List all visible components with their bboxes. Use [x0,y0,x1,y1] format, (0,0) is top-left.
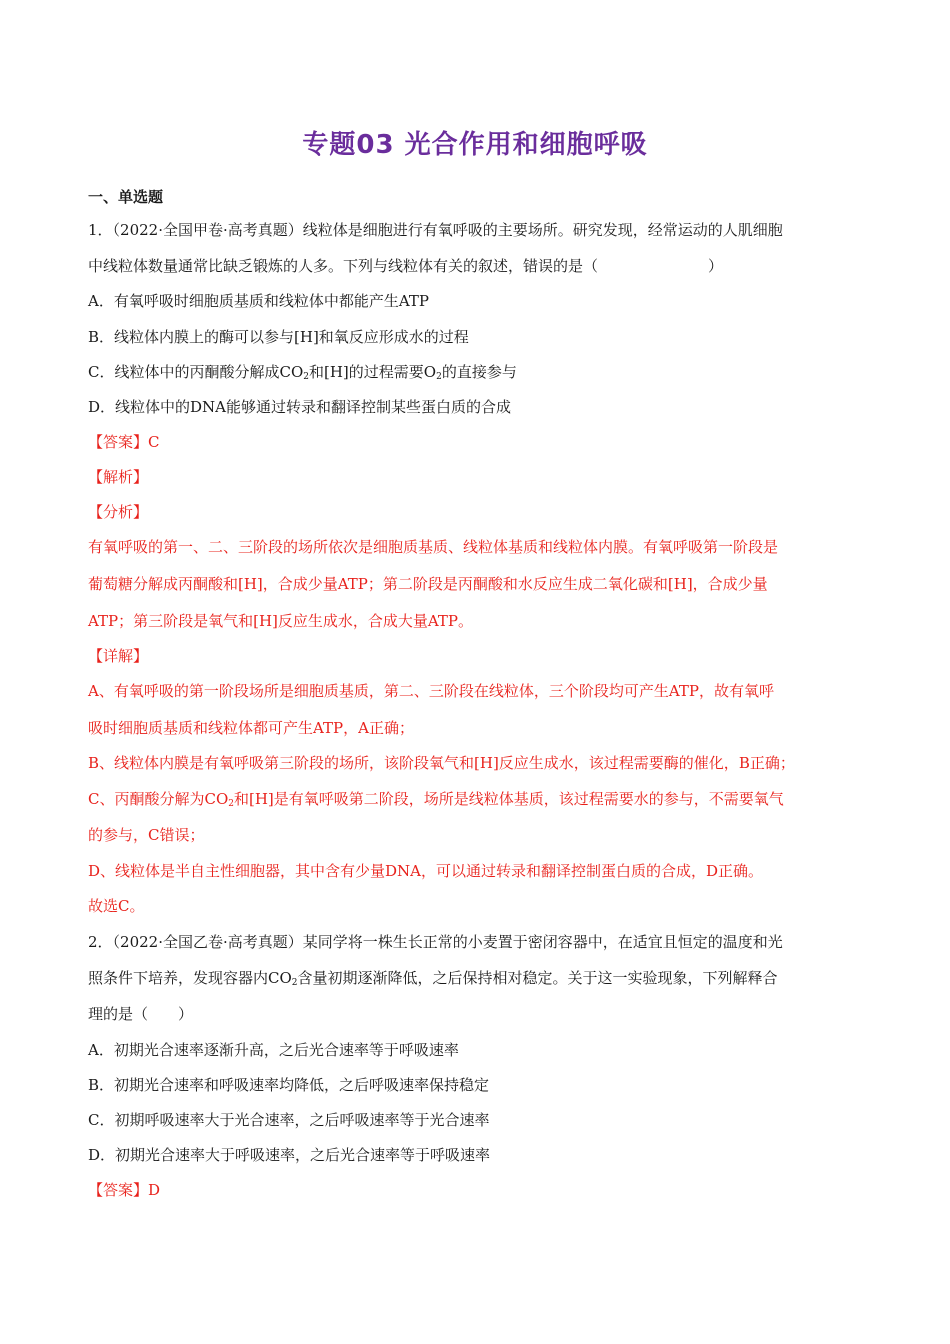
q1-fenxi-line3: ATP；第三阶段是氧气和[H]反应生成水，合成大量ATP。 [88,612,474,630]
q1-stem-line1: 1．（2022·全国甲卷·高考真题）线粒体是细胞进行有氧呼吸的主要场所。研究发现，经常运动的人肌细胞 [88,221,783,239]
q2-answer: 【答案】D [88,1181,161,1199]
q1-stem-line2: 中线粒体数量通常比缺乏锻炼的人多。下列与线粒体有关的叙述，错误的是（ ） [88,257,724,275]
q1-detail-d: D、线粒体是半自主性细胞器，其中含有少量DNA，可以通过转录和翻译控制蛋白质的合成，D正确。 [88,862,764,880]
q1-option-d: D．线粒体中的DNA能够通过转录和翻译控制某些蛋白质的合成 [88,398,512,416]
q2-option-a: A．初期光合速率逐渐升高，之后光合速率等于呼吸速率 [88,1041,459,1059]
q1-detail-label: 【详解】 [88,647,149,665]
q2-option-b: B．初期光合速率和呼吸速率均降低，之后呼吸速率保持稳定 [88,1076,490,1094]
q1-fenxi-label: 【分析】 [88,503,149,521]
q1-answer: 【答案】C [88,433,160,451]
q1-analysis-label: 【解析】 [88,468,149,486]
section-heading: 一、单选题 [88,188,164,206]
q2-stem-line3: 理的是（ ） [88,1005,194,1023]
q1-detail-a-line1: A、有氧呼吸的第一阶段场所是细胞质基质，第二、三阶段在线粒体，三个阶段均可产生ATP，故有氧呼 [88,682,774,700]
q1-option-a: A．有氧呼吸时细胞质基质和线粒体中都能产生ATP [88,292,429,310]
q2-stem-line2: 照条件下培养，发现容器内$CO_2$含量初期逐渐降低，之后保持相对稳定。关于这一实验现象，下列解释合 [88,969,778,988]
q2-stem-line1: 2．（2022·全国乙卷·高考真题）某同学将一株生长正常的小麦置于密闭容器中，在适宜且恒定的温度和光 [88,933,783,951]
q1-detail-c-line1: C、丙酮酸分解为$CO_2$和[H]是有氧呼吸第二阶段，场所是线粒体基质，该过程需要水的参与，不需要氧气 [88,790,784,809]
q1-detail-b: B、线粒体内膜是有氧呼吸第三阶段的场所，该阶段氧气和[H]反应生成水，该过程需要酶的催化，B正确； [88,754,795,772]
q2-option-c: C．初期呼吸速率大于光合速率，之后呼吸速率等于光合速率 [88,1111,490,1129]
q1-option-c: C．线粒体中的丙酮酸分解成$CO_2$和[H]的过程需要$O_2$的直接参与 [88,363,517,382]
q1-detail-c-line2: 的参与，C错误； [88,826,205,844]
q1-fenxi-line1: 有氧呼吸的第一、二、三阶段的场所依次是细胞质基质、线粒体基质和线粒体内膜。有氧呼吸第一阶段是 [88,538,779,556]
q1-detail-a-line2: 吸时细胞质基质和线粒体都可产生ATP，A正确； [88,719,414,737]
q1-fenxi-line2: 葡萄糖分解成丙酮酸和[H]，合成少量ATP；第二阶段是丙酮酸和水反应生成二氧化碳和[H]，合成少量 [88,575,768,593]
q1-option-b: B．线粒体内膜上的酶可以参与[H]和氧反应形成水的过程 [88,328,469,346]
q1-choose: 故选C。 [88,897,145,915]
q2-option-d: D．初期光合速率大于呼吸速率，之后光合速率等于呼吸速率 [88,1146,491,1164]
page-title: 专题03 光合作用和细胞呼吸 [302,130,648,160]
